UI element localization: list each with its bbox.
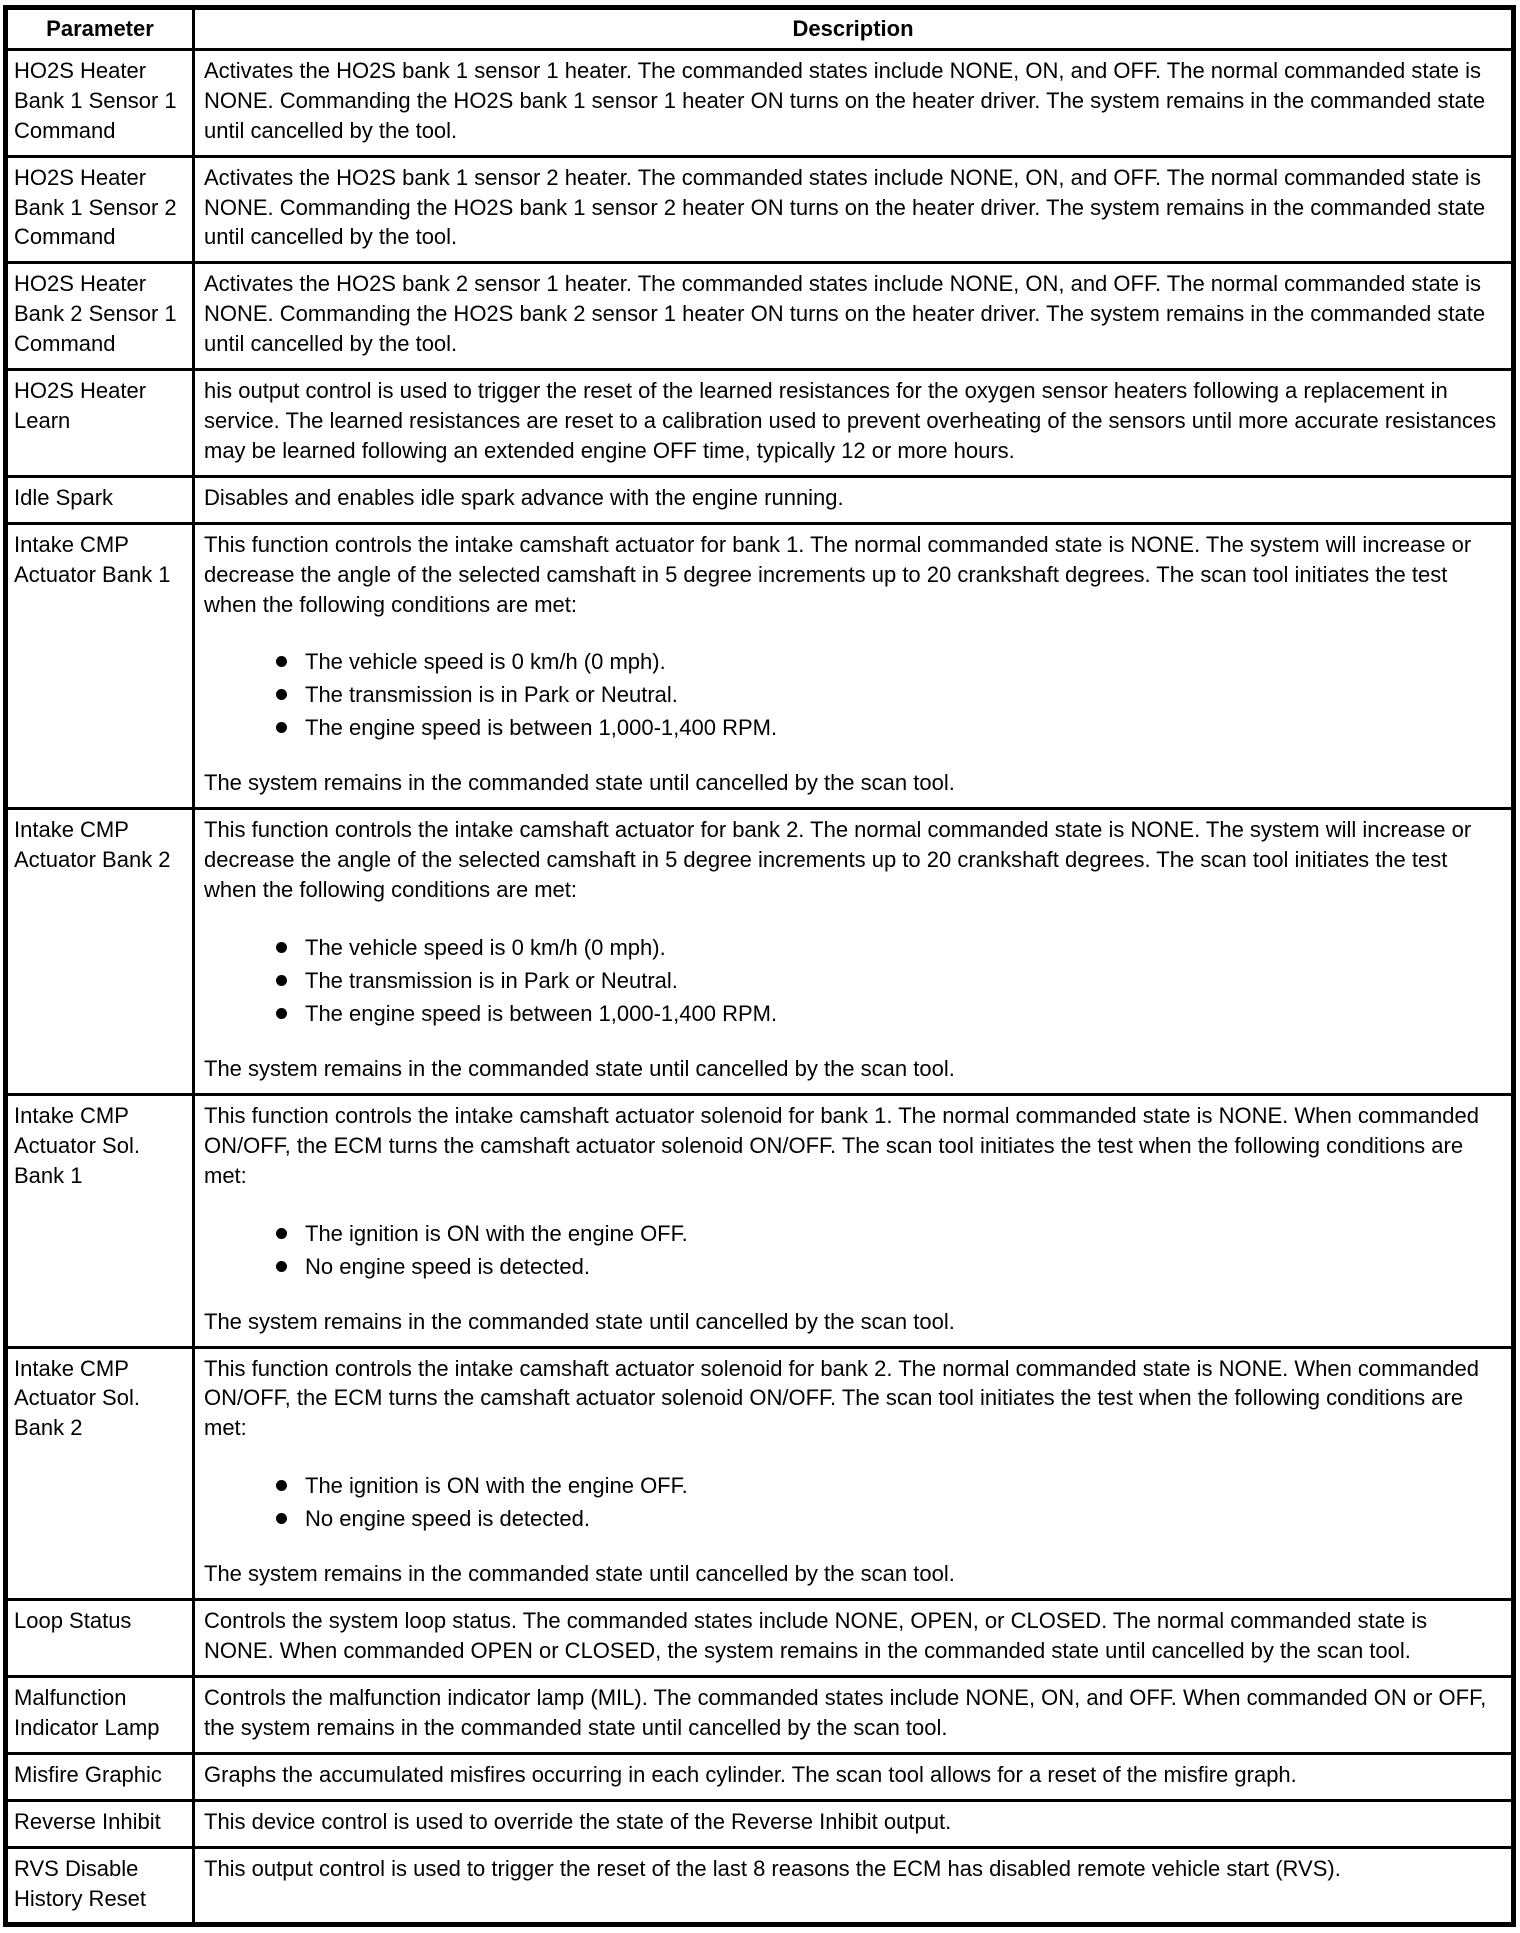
- condition-item: The vehicle speed is 0 km/h (0 mph).: [276, 931, 1502, 964]
- parameter-label: Malfunction Indicator Lamp: [14, 1685, 160, 1740]
- parameter-cell: [6, 1847, 194, 1925]
- description-cell: [194, 263, 1514, 370]
- parameter-label: Loop Status: [14, 1608, 132, 1634]
- description-intro: Disables and enables idle spark advance with the engine running.: [204, 484, 844, 510]
- condition-item: The vehicle speed is 0 km/h (0 mph).: [276, 645, 1502, 678]
- parameter-label: Intake CMP Actuator Bank 1: [14, 531, 171, 587]
- description-intro: Graphs the accumulated misfires occurring in each cylinder. The scan tool allows for a reset of the misfire graph.: [204, 1761, 1297, 1787]
- condition-list: [204, 931, 1502, 1030]
- table-row: [6, 1347, 1514, 1600]
- parameter-label: HO2S Heater Learn: [14, 378, 147, 433]
- parameter-label: Intake CMP Actuator Bank 2: [14, 817, 171, 873]
- description-cell: [194, 1094, 1514, 1347]
- table-row: [6, 263, 1514, 370]
- description-outro: The system remains in the commanded state until cancelled by the scan tool.: [204, 770, 955, 796]
- parameter-cell: [6, 1600, 194, 1677]
- description-intro: Activates the HO2S bank 2 sensor 1 heater. The commanded states include NONE, ON, and OFF. The normal commanded state is NONE. Commanding the HO2S bank 2 sensor 1 heater ON turns on the heater driver. The system remains in the commanded state until cancelled by the tool.: [204, 271, 1486, 357]
- parameter-label: Reverse Inhibit: [14, 1808, 161, 1834]
- condition-item: The engine speed is between 1,000-1,400 RPM.: [276, 711, 1502, 744]
- description-intro: his output control is used to trigger the reset of the learned resistances for the oxygen sensor heaters following a replacement in service. The learned resistances are reset to a calibration used to prevent overheating of the sensors until more accurate resistances may be learned following an extended engine OFF time, typically 12 or more hours.: [204, 378, 1497, 463]
- condition-item: The transmission is in Park or Neutral.: [276, 964, 1502, 997]
- table-row: [6, 1800, 1514, 1847]
- parameter-label: HO2S Heater Bank 2 Sensor 1 Command: [14, 271, 177, 357]
- parameter-cell: [6, 370, 194, 477]
- condition-item: The engine speed is between 1,000-1,400 RPM.: [276, 997, 1502, 1030]
- description-intro: This device control is used to override the state of the Reverse Inhibit output.: [204, 1808, 952, 1834]
- condition-item: The ignition is ON with the engine OFF.: [276, 1469, 1502, 1502]
- table-row: [6, 1677, 1514, 1754]
- header-description: Description: [194, 8, 1514, 50]
- parameter-label: HO2S Heater Bank 1 Sensor 1 Command: [14, 57, 177, 143]
- description-outro: The system remains in the commanded state until cancelled by the scan tool.: [204, 1561, 955, 1587]
- parameter-cell: [6, 49, 194, 156]
- parameter-description-table: [3, 5, 1516, 1927]
- parameter-cell: [6, 263, 194, 370]
- parameter-cell: [6, 476, 194, 523]
- table-header: [6, 8, 1514, 50]
- table-row: [6, 523, 1514, 809]
- table-row: [6, 1847, 1514, 1925]
- parameter-cell: [6, 1800, 194, 1847]
- description-intro: This output control is used to trigger the reset of the last 8 reasons the ECM has disabled remote vehicle start (RVS).: [204, 1855, 1341, 1881]
- condition-item: The transmission is in Park or Neutral.: [276, 678, 1502, 711]
- description-intro: Controls the malfunction indicator lamp (MIL). The commanded states include NONE, ON, and OFF. When commanded ON or OFF, the system remains in the commanded state until cancelled by the scan tool.: [204, 1685, 1487, 1740]
- description-cell: [194, 476, 1514, 523]
- parameter-label: Intake CMP Actuator Sol. Bank 1: [14, 1102, 140, 1188]
- parameter-cell: [6, 1094, 194, 1347]
- description-cell: [194, 1677, 1514, 1754]
- parameter-label: Misfire Graphic: [14, 1761, 162, 1787]
- parameter-cell: [6, 1677, 194, 1754]
- table-row: [6, 1753, 1514, 1800]
- table-row: [6, 370, 1514, 477]
- description-cell: [194, 1600, 1514, 1677]
- parameter-cell: [6, 809, 194, 1095]
- condition-item: No engine speed is detected.: [276, 1250, 1502, 1283]
- description-intro: This function controls the intake camshaft actuator solenoid for bank 2. The normal commanded state is NONE. When commanded ON/OFF, the ECM turns the camshaft actuator solenoid ON/OFF. The scan tool initiates the test when the following conditions are met:: [204, 1355, 1480, 1441]
- parameter-cell: [6, 523, 194, 809]
- description-intro: This function controls the intake camshaft actuator solenoid for bank 1. The normal commanded state is NONE. When commanded ON/OFF, the ECM turns the camshaft actuator solenoid ON/OFF. The scan tool initiates the test when the following conditions are met:: [204, 1102, 1480, 1188]
- description-cell: [194, 156, 1514, 263]
- condition-list: [204, 1217, 1502, 1283]
- parameter-cell: [6, 1753, 194, 1800]
- description-cell: [194, 1753, 1514, 1800]
- description-intro: This function controls the intake camshaft actuator for bank 2. The normal commanded state is NONE. The system will increase or decrease the angle of the selected camshaft in 5 degree increments up to 20 crankshaft degrees. The scan tool initiates the test when the following conditions are met:: [204, 817, 1472, 903]
- description-cell: [194, 49, 1514, 156]
- description-cell: [194, 1800, 1514, 1847]
- table-body: [6, 49, 1514, 1925]
- description-intro: Controls the system loop status. The commanded states include NONE, OPEN, or CLOSED. The normal commanded state is NONE. When commanded OPEN or CLOSED, the system remains in the commanded state until cancelled by the scan tool.: [204, 1608, 1428, 1664]
- description-cell: [194, 1847, 1514, 1925]
- condition-list: [204, 1469, 1502, 1535]
- description-cell: [194, 523, 1514, 809]
- table-row: [6, 49, 1514, 156]
- description-intro: This function controls the intake camshaft actuator for bank 1. The normal commanded state is NONE. The system will increase or decrease the angle of the selected camshaft in 5 degree increments up to 20 crankshaft degrees. The scan tool initiates the test when the following conditions are met:: [204, 531, 1472, 617]
- condition-list: [204, 645, 1502, 744]
- table-row: [6, 1600, 1514, 1677]
- header-parameter: Parameter: [6, 8, 194, 50]
- table-row: [6, 476, 1514, 523]
- parameter-label: Idle Spark: [14, 484, 114, 510]
- parameter-label: Intake CMP Actuator Sol. Bank 2: [14, 1355, 140, 1441]
- description-cell: [194, 370, 1514, 477]
- description-intro: Activates the HO2S bank 1 sensor 2 heater. The commanded states include NONE, ON, and OFF. The normal commanded state is NONE. Commanding the HO2S bank 1 sensor 2 heater ON turns on the heater driver. The system remains in the commanded state until cancelled by the tool.: [204, 164, 1486, 250]
- parameter-cell: [6, 1347, 194, 1600]
- header-row: [6, 8, 1514, 50]
- table-row: [6, 809, 1514, 1095]
- description-outro: The system remains in the commanded state until cancelled by the scan tool.: [204, 1056, 955, 1082]
- parameter-label: RVS Disable History Reset: [14, 1855, 147, 1911]
- description-cell: [194, 1347, 1514, 1600]
- parameter-cell: [6, 156, 194, 263]
- condition-item: No engine speed is detected.: [276, 1502, 1502, 1535]
- table-row: [6, 156, 1514, 263]
- description-cell: [194, 809, 1514, 1095]
- description-outro: The system remains in the commanded state until cancelled by the scan tool.: [204, 1308, 955, 1334]
- condition-item: The ignition is ON with the engine OFF.: [276, 1217, 1502, 1250]
- description-intro: Activates the HO2S bank 1 sensor 1 heater. The commanded states include NONE, ON, and OFF. The normal commanded state is NONE. Commanding the HO2S bank 1 sensor 1 heater ON turns on the heater driver. The system remains in the commanded state until cancelled by the tool.: [204, 57, 1486, 143]
- table-row: [6, 1094, 1514, 1347]
- parameter-label: HO2S Heater Bank 1 Sensor 2 Command: [14, 164, 177, 250]
